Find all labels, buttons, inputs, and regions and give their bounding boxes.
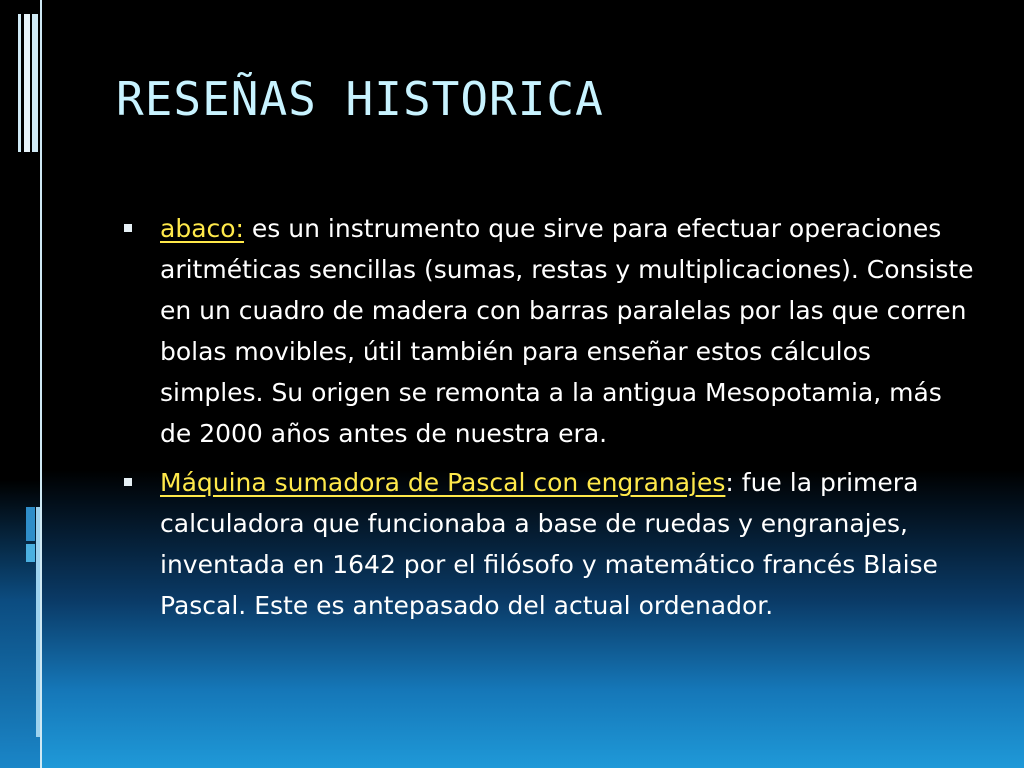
pascal-machine-description: : fue la primera calculadora que funcionaba a base de ruedas y engranajes, inventada en 1642 por el filósofo y matemático francés Blaise Pascal. Este es antepasado del actual ordenador.	[160, 468, 938, 620]
abaco-description: es un instrumento que sirve para efectuar operaciones aritméticas sencillas (sumas, restas y multiplicaciones). Consiste en un cuadro de madera con barras paralelas por las que corren bolas movibles, útil también para enseñar estos cálculos simples. Su origen se remonta a la antigua Mesopotamia, más de 2000 años antes de nuestra era.	[160, 214, 974, 448]
decor-block	[26, 544, 35, 562]
abaco-link[interactable]: abaco:	[160, 214, 244, 243]
list-item-pascal	[124, 462, 974, 626]
decor-block	[26, 507, 35, 541]
decor-stripe	[24, 14, 30, 152]
decor-stripe	[36, 507, 40, 737]
pascal-machine-link[interactable]: Máquina sumadora de Pascal con engranajes	[160, 468, 726, 497]
left-divider-line	[40, 0, 42, 768]
bullet-list	[124, 208, 974, 634]
decor-stripe	[18, 14, 21, 152]
decor-stripe	[32, 14, 38, 152]
square-bullet-icon	[124, 224, 132, 232]
square-bullet-icon	[124, 478, 132, 486]
list-item-abaco	[124, 208, 974, 454]
slide-title: RESEÑAS HISTORICA	[116, 72, 604, 126]
